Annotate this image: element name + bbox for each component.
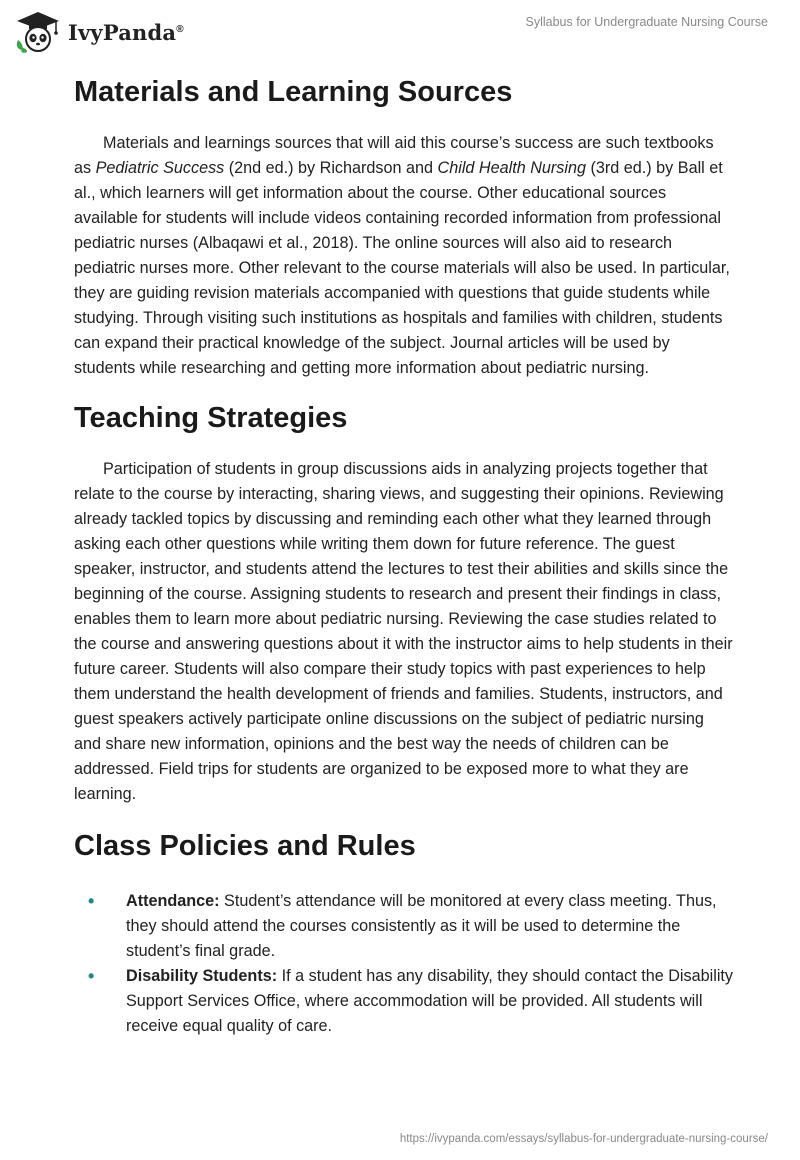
book-title-child-health-nursing: Child Health Nursing bbox=[437, 159, 586, 177]
materials-paragraph: Materials and learnings sources that will aid this course’s success are such textbooks as Pediatric Success (2nd ed.) by Richardson and Child Health Nursing (3rd ed.) by Ball et al., which learners will get information about the course. Other educational sources available for students will include videos containing recorded information from professional pediatric nurses (Albaqawi et al., 2018). The online sources will also aid to research pediatric nurses more. Other relevant to the course materials will also be used. In particular, they are guiding revision materials accompanied with questions that guide students while studying. Through visiting such institutions as hospitals and families with children, students can expand their practical knowledge of the subject. Journal articles will be used by students while researching and getting more information about pediatric nursing. bbox=[74, 134, 730, 377]
section-heading-materials: Materials and Learning Sources bbox=[74, 76, 513, 108]
policy-text: If a student has any disability, they should contact the Disability Support Services Office, where accommodation will be provided. All students will receive equal quality of care. bbox=[126, 967, 734, 1035]
essay-content bbox=[74, 73, 734, 1039]
document-title: Syllabus for Undergraduate Nursing Course bbox=[525, 15, 768, 29]
bullet-icon: • bbox=[88, 891, 95, 911]
section-heading-policies: Class Policies and Rules bbox=[74, 830, 416, 862]
policies-list bbox=[74, 889, 734, 1039]
section-heading-teaching: Teaching Strategies bbox=[74, 402, 348, 434]
ivypanda-logo[interactable] bbox=[14, 10, 184, 54]
logo-text: IvyPanda® bbox=[68, 19, 184, 45]
bullet-icon: • bbox=[88, 966, 95, 986]
panda-graduate-icon bbox=[14, 10, 62, 54]
policy-text: Student’s attendance will be monitored at every class meeting. Thus, they should attend the courses consistently as it will be used to determine the student’s final grade. bbox=[126, 892, 717, 960]
list-item-attendance bbox=[74, 889, 734, 964]
policy-label: Disability Students: bbox=[126, 967, 278, 985]
source-url-link[interactable]: https://ivypanda.com/essays/syllabus-for-undergraduate-nursing-course/ bbox=[399, 1133, 768, 1145]
book-title-pediatric-success: Pediatric Success bbox=[95, 159, 225, 177]
policy-label: Attendance: bbox=[126, 892, 220, 910]
teaching-paragraph: Participation of students in group discussions aids in analyzing projects together that relate to the course by interacting, sharing views, and suggesting their opinions. Reviewing already tackled topics by discussing and reminding each other what they learned through asking each other questions while writing them down for future reference. The guest speaker, instructor, and students attend the lectures to test their abilities and skills since the beginning of the course. Assigning students to research and present their findings in class, enables them to learn more about pediatric nursing. Reviewing the case studies related to the course and answering questions about it with the instructor aims to help students in their future career. Students will also compare their study topics with past experiences to help them understand the health development of friends and families. Students, instructors, and guest speakers actively participate online discussions on the subject of pediatric nursing and share new information, opinions and the best way the needs of children can be addressed. Field trips for students are organized to be exposed more to what they are learning. bbox=[74, 460, 733, 803]
list-item-disability bbox=[74, 964, 734, 1039]
page-header bbox=[0, 0, 800, 70]
